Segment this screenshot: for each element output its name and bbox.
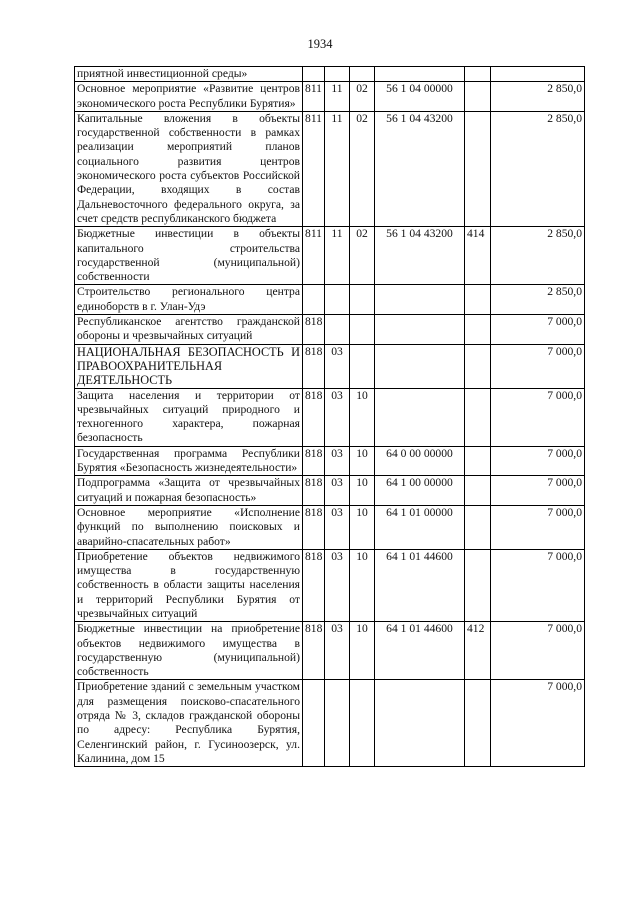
ministry-code: 818 [303, 344, 325, 388]
table-row [75, 476, 585, 506]
subsection-code [350, 680, 375, 767]
table-row [75, 67, 585, 82]
target-item-code: 64 1 00 00000 [375, 476, 465, 506]
expense-type-code [465, 446, 491, 476]
target-item-code: 56 1 04 00000 [375, 82, 465, 112]
ministry-code [303, 680, 325, 767]
ministry-code: 818 [303, 505, 325, 549]
subsection-code: 02 [350, 227, 375, 285]
page-number: 1934 [307, 37, 333, 51]
table-row [75, 227, 585, 285]
subsection-code [350, 67, 375, 82]
amount: 7 000,0 [491, 344, 585, 388]
table-row [75, 285, 585, 315]
section-code: 03 [325, 622, 350, 680]
amount: 7 000,0 [491, 549, 585, 621]
expense-type-code [465, 388, 491, 446]
expense-type-code [465, 111, 491, 226]
target-item-code: 64 0 00 00000 [375, 446, 465, 476]
table-row [75, 505, 585, 549]
target-item-code: 56 1 04 43200 [375, 111, 465, 226]
amount: 7 000,0 [491, 388, 585, 446]
section-code: 11 [325, 227, 350, 285]
subsection-code: 10 [350, 622, 375, 680]
expense-type-code [465, 344, 491, 388]
budget-table [74, 66, 585, 767]
row-name: Приобретение объектов недвижимого имущества в государственную собственность в области защиты населения и территорий Республики Бурятия от чрезвычайных ситуаций [75, 549, 303, 621]
amount: 7 000,0 [491, 505, 585, 549]
target-item-code [375, 67, 465, 82]
row-name: Защита населения и территории от чрезвычайных ситуаций природного и техногенного характера, пожарная безопасность [75, 388, 303, 446]
expense-type-code: 414 [465, 227, 491, 285]
section-code: 03 [325, 505, 350, 549]
amount: 2 850,0 [491, 285, 585, 315]
target-item-code: 64 1 01 00000 [375, 505, 465, 549]
table-row [75, 446, 585, 476]
ministry-code: 818 [303, 388, 325, 446]
section-code: 03 [325, 344, 350, 388]
row-name: НАЦИОНАЛЬНАЯ БЕЗОПАСНОСТЬ И ПРАВООХРАНИТЕЛЬНАЯ ДЕЯТЕЛЬНОСТЬ [75, 344, 303, 388]
target-item-code: 64 1 01 44600 [375, 622, 465, 680]
subsection-code [350, 344, 375, 388]
subsection-code: 10 [350, 549, 375, 621]
target-item-code [375, 344, 465, 388]
ministry-code: 818 [303, 315, 325, 345]
expense-type-code [465, 476, 491, 506]
row-name: Бюджетные инвестиции на приобретение объектов недвижимого имущества в государственную (муниципальной) собственность [75, 622, 303, 680]
section-code: 03 [325, 446, 350, 476]
table-row [75, 82, 585, 112]
subsection-code: 10 [350, 446, 375, 476]
ministry-code: 818 [303, 549, 325, 621]
subsection-code: 02 [350, 82, 375, 112]
row-name: приятной инвестиционной среды» [75, 67, 303, 82]
ministry-code: 818 [303, 622, 325, 680]
subsection-code [350, 285, 375, 315]
row-name: Приобретение зданий с земельным участком для размещения поисково-спасательного отряда № 3, складов гражданской обороны по адресу: Республика Бурятия, Селенгинский район, г. Гусиноозерск, ул. Калинина, дом 15 [75, 680, 303, 767]
expense-type-code [465, 549, 491, 621]
section-code [325, 315, 350, 345]
row-name: Подпрограмма «Защита от чрезвычайных ситуаций и пожарная безопасность» [75, 476, 303, 506]
table-row [75, 111, 585, 226]
ministry-code [303, 67, 325, 82]
section-code [325, 67, 350, 82]
expense-type-code [465, 315, 491, 345]
table-row [75, 315, 585, 345]
ministry-code [303, 285, 325, 315]
row-name: Основное мероприятие «Исполнение функций по выполнению поисковых и аварийно-спасательных работ» [75, 505, 303, 549]
section-code: 03 [325, 388, 350, 446]
ministry-code: 818 [303, 446, 325, 476]
section-code [325, 680, 350, 767]
target-item-code [375, 285, 465, 315]
row-name: Бюджетные инвестиции в объекты капитального строительства государственной (муниципальной) собственности [75, 227, 303, 285]
row-name: Строительство регионального центра единоборств в г. Улан-Удэ [75, 285, 303, 315]
amount [491, 67, 585, 82]
expense-type-code [465, 505, 491, 549]
section-code: 03 [325, 476, 350, 506]
row-name: Основное мероприятие «Развитие центров экономического роста Республики Бурятия» [75, 82, 303, 112]
subsection-code: 10 [350, 388, 375, 446]
section-code: 11 [325, 82, 350, 112]
amount: 7 000,0 [491, 315, 585, 345]
ministry-code: 811 [303, 227, 325, 285]
subsection-code [350, 315, 375, 345]
amount: 2 850,0 [491, 82, 585, 112]
amount: 7 000,0 [491, 680, 585, 767]
subsection-code: 10 [350, 505, 375, 549]
ministry-code: 811 [303, 111, 325, 226]
expense-type-code [465, 680, 491, 767]
section-code: 03 [325, 549, 350, 621]
section-code: 11 [325, 111, 350, 226]
amount: 2 850,0 [491, 111, 585, 226]
target-item-code: 56 1 04 43200 [375, 227, 465, 285]
target-item-code [375, 315, 465, 345]
table-row [75, 344, 585, 388]
row-name: Капитальные вложения в объекты государственной собственности в рамках реализации мероприятий планов социального развития центров экономического роста субъектов Российской Федерации, входящих в состав Дальневосточного федерального округа, за счет средств республиканского бюджета [75, 111, 303, 226]
row-name: Государственная программа Республики Бурятия «Безопасность жизнедеятельности» [75, 446, 303, 476]
ministry-code: 818 [303, 476, 325, 506]
table-row [75, 622, 585, 680]
section-code [325, 285, 350, 315]
target-item-code: 64 1 01 44600 [375, 549, 465, 621]
amount: 7 000,0 [491, 622, 585, 680]
expense-type-code: 412 [465, 622, 491, 680]
target-item-code [375, 680, 465, 767]
amount: 2 850,0 [491, 227, 585, 285]
ministry-code: 811 [303, 82, 325, 112]
table-row [75, 549, 585, 621]
target-item-code [375, 388, 465, 446]
subsection-code: 02 [350, 111, 375, 226]
subsection-code: 10 [350, 476, 375, 506]
amount: 7 000,0 [491, 476, 585, 506]
table-row [75, 680, 585, 767]
amount: 7 000,0 [491, 446, 585, 476]
table-row [75, 388, 585, 446]
expense-type-code [465, 67, 491, 82]
expense-type-code [465, 82, 491, 112]
row-name: Республиканское агентство гражданской обороны и чрезвычайных ситуаций [75, 315, 303, 345]
expense-type-code [465, 285, 491, 315]
